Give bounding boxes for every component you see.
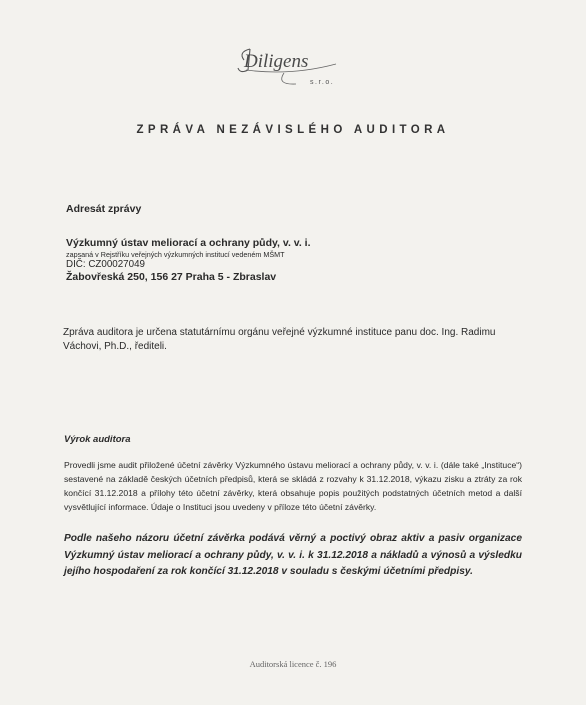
company-logo xyxy=(236,40,346,90)
recipient-registry: zapsaná v Rejstříku veřejných výzkumných institucí vedeném MŠMT xyxy=(66,250,285,260)
license-footer: Auditorská licence č. 196 xyxy=(249,659,337,669)
recipient-block xyxy=(66,237,506,284)
recipient-name: Výzkumný ústav meliorací a ochrany půdy, v. v. i. xyxy=(66,237,311,249)
audit-paragraph: Provedli jsme audit přiložené účetní závěrky Výzkumného ústavu meliorací a ochrany půdy, v. v. i. (dále také „Instituce“) sestavené na základě českých účetních předpisů, která se skládá z rozvahy k 31.12.2018, výkazu zisku a ztráty za rok končící 31.12.2018 a přílohy této účetní závěrky, která obsahuje popis použitých podstatných účetních metod a další vysvětlující informace. Údaje o Instituci jsou uvedeny v příloze této účetní závěrky. xyxy=(64,460,522,512)
intended-recipient-text: Zpráva auditora je určena statutárnímu orgánu veřejné výzkumné instituce panu doc. Ing. Radimu Váchovi, Ph.D., řediteli. xyxy=(63,327,496,352)
logo-suffix: s.r.o. xyxy=(310,79,335,86)
recipient-address: Žabovřeská 250, 156 27 Praha 5 - Zbraslav xyxy=(66,271,277,284)
opinion-paragraph: Podle našeho názoru účetní závěrka podává věrný a poctivý obraz aktiv a pasiv organizace Výzkumný ústav meliorací a ochrany půdy, v. v. i. k 31.12.2018 a nákladů a výnosů a výsledku jejího hospodaření za rok končící 31.12.2018 v souladu s českými účetními předpisy. xyxy=(64,533,522,578)
opinion-heading: Výrok auditora xyxy=(64,434,131,445)
recipient-dic: DIČ: CZ00027049 xyxy=(66,259,145,271)
addressee-heading: Adresát zprávy xyxy=(66,203,142,215)
report-title: ZPRÁVA NEZÁVISLÉHO AUDITORA xyxy=(136,124,450,136)
logo-wordmark: Diligens xyxy=(244,51,309,72)
